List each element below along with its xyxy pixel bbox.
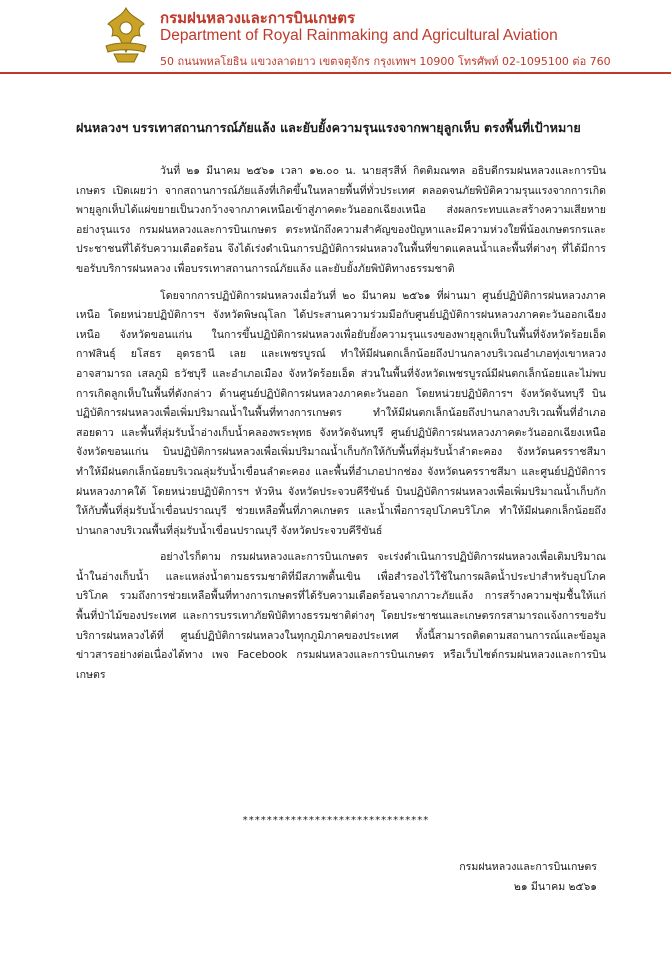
org-name-thai: กรมฝนหลวงและการบินเกษตร xyxy=(160,9,356,27)
press-release-body xyxy=(76,162,606,692)
body-paragraph: อย่างไรก็ตาม กรมฝนหลวงและการบินเกษตร จะเร่งดำเนินการปฏิบัติการฝนหลวงเพื่อเติมปริมาณน้ำในอ่างเก็บน้ำ และแหล่งน้ำตามธรรมชาติที่มีสภาพตื้นเขิน เพื่อสำรองไว้ใช้ในการผลิตน้ำประปาสำหรับอุปโภคบริโภค รวมถึงการช่วยเหลือพื้นที่ทางการเกษตรที่ได้รับความเดือดร้อนจากภาวะภัยแล้ง การสร้างความชุ่มชื้นให้แก่พื้นที่ป่าไม้ของประเทศ และการบรรเทาภัยพิบัติทางธรรมชาติต่างๆ โดยประชาชนและเกษตรกรสามารถแจ้งการขอรับบริการฝนหลวงได้ที่ ศูนย์ปฏิบัติการฝนหลวงในทุกภูมิภาคของประเทศ ทั้งนี้สามารถติดตามสถานการณ์และข้อมูลข่าวสารอย่างต่อเนื่องได้ทาง เพจ Facebook กรมฝนหลวงและการบินเกษตร หรือเว็บไซต์กรมฝนหลวงและการบินเกษตร xyxy=(76,551,606,681)
signature-date: ๒๑ มีนาคม ๒๕๖๑ xyxy=(513,881,597,893)
org-address: 50 ถนนพหลโยธิน แขวงลาดยาว เขตจตุจักร กรุงเทพฯ 10900 โทรศัพท์ 02-1095100 ต่อ 760 xyxy=(160,55,611,68)
body-paragraph: โดยจากการปฏิบัติการฝนหลวงเมื่อวันที่ ๒๐ มีนาคม ๒๕๖๑ ที่ผ่านมา ศูนย์ปฏิบัติการฝนหลวงภาคเหนือ โดยหน่วยปฏิบัติการฯ จังหวัดพิษณุโลก ได้ประสานความร่วมมือกับศูนย์ปฏิบัติการฝนหลวงภาคตะวันออกเฉียงเหนือ จังหวัดขอนแก่น ในการขึ้นปฏิบัติการฝนหลวงเพื่อยับยั้งความรุนแรงของพายุลูกเห็บในพื้นที่จังหวัดร้อยเอ็ด กาฬสินธุ์ ยโสธร อุดรธานี เลย และเพชรบูรณ์ ทำให้มีฝนตกเล็กน้อยถึงปานกลางบริเวณอำเภอทุ่งเขาหลวง อาจสามารถ เสลภูมิ ธวัชบุรี และอำเภอเมือง จังหวัดร้อยเอ็ด ส่วนในพื้นที่จังหวัดเพชรบูรณ์มีฝนตกเล็กน้อยและไม่พบการเกิดลูกเห็บในพื้นที่ดังกล่าว ด้านศูนย์ปฏิบัติการฝนหลวงภาคตะวันออก โดยหน่วยปฏิบัติการฯ จังหวัดจันทบุรี บินปฏิบัติการฝนหลวงเพื่อเพิ่มปริมาณน้ำในพื้นที่ทางการเกษตร ทำให้มีฝนตกเล็กน้อยถึงปานกลางบริเวณพื้นที่อำเภอสอยดาว และพื้นที่ลุ่มรับน้ำอ่างเก็บน้ำคลองพระพุทธ จังหวัดจันทบุรี ศูนย์ปฏิบัติการฝนหลวงภาคตะวันออกเฉียงเหนือ จังหวัดขอนแก่น บินปฏิบัติการฝนหลวงเพื่อเพิ่มปริมาณน้ำเก็บกักให้กับพื้นที่ลุ่มรับน้ำลำตะคอง จังหวัดนครราชสีมา ทำให้มีฝนตกเล็กน้อยบริเวณลุ่มรับน้ำเขื่อนลำตะคอง และพื้นที่อำเภอปากช่อง จังหวัดนครราชสีมา และศูนย์ปฏิบัติการฝนหลวงภาคใต้ โดยหน่วยปฏิบัติการฯ หัวหิน จังหวัดประจวบคีรีขันธ์ บินปฏิบัติการฝนหลวงเพื่อเพิ่มปริมาณน้ำเก็บกักให้กับพื้นที่ลุ่มรับน้ำเขื่อนปราณบุรี ช่วยเหลือพื้นที่ภาคเกษตร และน้ำเพื่อการอุปโภคบริโภค ทำให้มีฝนตกเล็กน้อยถึงปานกลางบริเวณพื้นที่ลุ่มรับน้ำเขื่อนปราณบุรี จังหวัดประจวบคีรีขันธ์ xyxy=(76,289,606,537)
body-paragraph: วันที่ ๒๑ มีนาคม ๒๕๖๑ เวลา ๑๒.๐๐ น. นายสุรสีห์ กิตติมณฑล อธิบดีกรมฝนหลวงและการบินเกษตร เปิดเผยว่า จากสถานการณ์ภัยแล้งที่เกิดขึ้นในหลายพื้นที่ทั่วประเทศ ตลอดจนภัยพิบัติความรุนแรงจากการเกิดพายุลูกเห็บได้แผ่ขยายเป็นวงกว้างจากภาคเหนือเข้าสู่ภาคตะวันออกเฉียงเหนือ ส่งผลกระทบและสร้างความเสียหายอย่างรุนแรง กรมฝนหลวงและการบินเกษตร ตระหนักถึงความสำคัญของปัญหาและมีความห่วงใยพี่น้องเกษตรกรและประชาชนที่ได้รับความเดือดร้อน จึงได้เร่งดำเนินการปฏิบัติการฝนหลวงในพื้นที่ขาดแคลนน้ำและพื้นที่ต่างๆ ที่ได้มีการขอรับบริการฝนหลวง เพื่อบรรเทาสถานการณ์ภัยแล้ง และยับยั้งภัยพิบัติทางธรรมชาติ xyxy=(76,165,606,275)
signature-org: กรมฝนหลวงและการบินเกษตร xyxy=(459,861,597,873)
asterisk-divider: ******************************* xyxy=(242,815,429,826)
org-name-english: Department of Royal Rainmaking and Agricultural Aviation xyxy=(160,27,558,44)
signature-block xyxy=(459,857,597,897)
header-divider xyxy=(0,72,671,74)
press-release-headline: ฝนหลวงฯ บรรเทาสถานการณ์ภัยแล้ง และยับยั้งความรุนแรงจากพายุลูกเห็บ ตรงพื้นที่เป้าหมาย xyxy=(76,120,581,135)
department-emblem-icon xyxy=(100,6,152,66)
